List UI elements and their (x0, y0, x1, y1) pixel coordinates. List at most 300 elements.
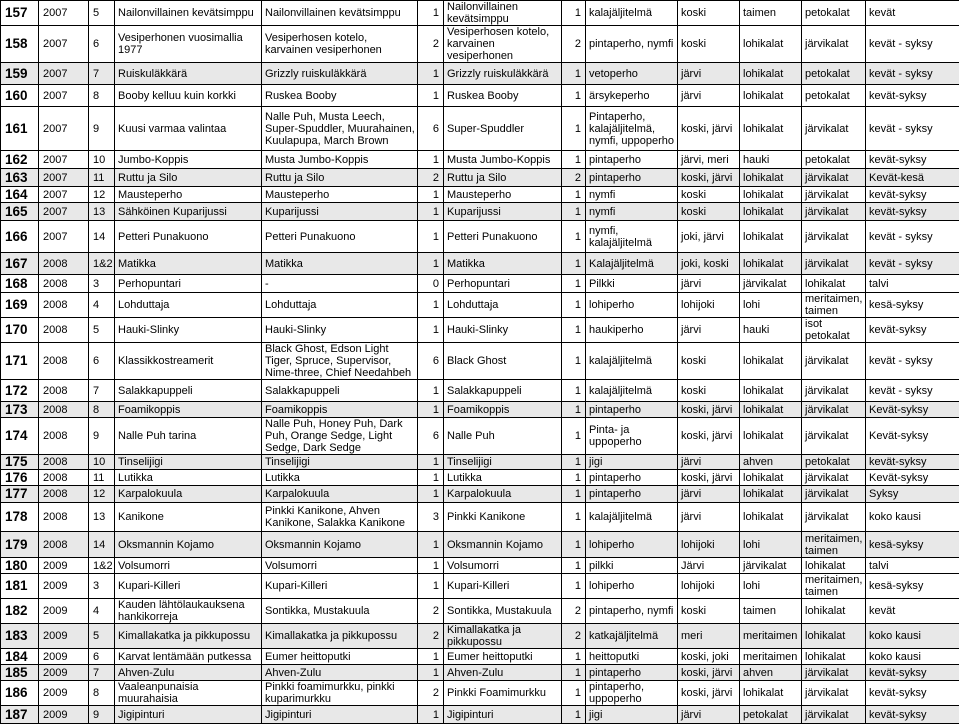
featured-fly-cell: Kimallakatka ja pikkupossu (444, 624, 562, 649)
fly-type-cell: pintaperho (586, 665, 678, 681)
episode-cell: 5 (89, 1, 115, 26)
other-fish-cell: järvikalat (802, 665, 866, 681)
fly-type-cell: Pintaperho, kalajäljitelmä, nymfi, uppoperho (586, 107, 678, 151)
water-cell: koski (678, 343, 740, 380)
flies-cell: Oksmannin Kojamo (262, 532, 418, 558)
flies-cell: Lutikka (262, 470, 418, 486)
table-row (1, 486, 959, 503)
row-number: 179 (1, 532, 39, 558)
featured-fly-cell: Perhopuntari (444, 275, 562, 293)
other-fish-cell: petokalat (802, 151, 866, 169)
season-cell: Kevät-kesä (866, 169, 959, 187)
featured-fly-cell: Ruttu ja Silo (444, 169, 562, 187)
fly-type-cell: pintaperho, uppoperho (586, 681, 678, 706)
featured-fly-cell: Super-Spuddler (444, 107, 562, 151)
featured-fly-cell: Mausteperho (444, 187, 562, 203)
target-fish-cell: ahven (740, 455, 802, 470)
year-cell: 2008 (39, 253, 89, 275)
target-fish-cell: lohikalat (740, 85, 802, 107)
fly-type-cell: lohiperho (586, 293, 678, 318)
flies-cell: Karpalokuula (262, 486, 418, 503)
water-cell: järvi (678, 486, 740, 503)
fly-count-cell: 6 (418, 418, 444, 455)
water-cell: koski (678, 26, 740, 63)
season-cell: talvi (866, 558, 959, 574)
featured-fly-cell: Sontikka, Mustakuula (444, 599, 562, 624)
article-title-cell: Sähköinen Kuparijussi (115, 203, 262, 221)
target-fish-cell: meritaimen (740, 649, 802, 665)
row-number: 171 (1, 343, 39, 380)
year-cell: 2009 (39, 706, 89, 724)
flies-cell: Grizzly ruiskuläkkärä (262, 63, 418, 85)
flies-cell: Nalle Puh, Musta Leech, Super-Spuddler, Muurahainen, Kuulapupa, March Brown (262, 107, 418, 151)
featured-count-cell: 1 (562, 275, 586, 293)
fly-count-cell: 0 (418, 275, 444, 293)
fly-type-cell: Pilkki (586, 275, 678, 293)
season-cell: kevät - syksy (866, 343, 959, 380)
fly-count-cell: 1 (418, 455, 444, 470)
row-number: 182 (1, 599, 39, 624)
episode-cell: 1&2 (89, 253, 115, 275)
article-title-cell: Karpalokuula (115, 486, 262, 503)
episode-cell: 7 (89, 380, 115, 402)
water-cell: koski, järvi (678, 402, 740, 418)
flies-cell: Vesiperhosen kotelo, karvainen vesiperhonen (262, 26, 418, 63)
target-fish-cell: lohi (740, 532, 802, 558)
article-title-cell: Vesiperhonen vuosimallia 1977 (115, 26, 262, 63)
season-cell: kesä-syksy (866, 574, 959, 599)
target-fish-cell: ahven (740, 665, 802, 681)
featured-count-cell: 1 (562, 203, 586, 221)
episode-cell: 8 (89, 681, 115, 706)
target-fish-cell: meritaimen (740, 624, 802, 649)
flies-cell: - (262, 275, 418, 293)
episode-cell: 3 (89, 275, 115, 293)
featured-fly-cell: Nalle Puh (444, 418, 562, 455)
season-cell: Syksy (866, 486, 959, 503)
season-cell: kevät - syksy (866, 380, 959, 402)
table-row (1, 532, 959, 558)
episode-cell: 12 (89, 187, 115, 203)
featured-count-cell: 1 (562, 318, 586, 343)
row-number: 187 (1, 706, 39, 724)
row-number: 167 (1, 253, 39, 275)
other-fish-cell: petokalat (802, 455, 866, 470)
year-cell: 2008 (39, 402, 89, 418)
season-cell: kevät-syksy (866, 706, 959, 724)
other-fish-cell: järvikalat (802, 706, 866, 724)
row-number: 178 (1, 503, 39, 532)
other-fish-cell: lohikalat (802, 649, 866, 665)
water-cell: koski, järvi (678, 470, 740, 486)
season-cell: kevät-syksy (866, 85, 959, 107)
year-cell: 2007 (39, 1, 89, 26)
fly-type-cell: pintaperho (586, 151, 678, 169)
table-row (1, 63, 959, 85)
featured-count-cell: 2 (562, 26, 586, 63)
water-cell: joki, järvi (678, 221, 740, 253)
water-cell: järvi (678, 275, 740, 293)
article-title-cell: Ahven-Zulu (115, 665, 262, 681)
water-cell: koski, järvi (678, 681, 740, 706)
water-cell: joki, koski (678, 253, 740, 275)
flies-cell: Foamikoppis (262, 402, 418, 418)
target-fish-cell: lohikalat (740, 486, 802, 503)
featured-fly-cell: Pinkki Foamimurkku (444, 681, 562, 706)
year-cell: 2007 (39, 63, 89, 85)
row-number: 164 (1, 187, 39, 203)
season-cell: Kevät-syksy (866, 418, 959, 455)
target-fish-cell: lohikalat (740, 418, 802, 455)
episode-cell: 12 (89, 486, 115, 503)
episode-cell: 14 (89, 532, 115, 558)
featured-fly-cell: Lohduttaja (444, 293, 562, 318)
other-fish-cell: järvikalat (802, 253, 866, 275)
water-cell: koski, järvi (678, 418, 740, 455)
featured-fly-cell: Salakkapuppeli (444, 380, 562, 402)
row-number: 174 (1, 418, 39, 455)
row-number: 160 (1, 85, 39, 107)
water-cell: koski, järvi (678, 665, 740, 681)
fly-type-cell: kalajäljitelmä (586, 503, 678, 532)
fly-count-cell: 1 (418, 203, 444, 221)
featured-count-cell: 2 (562, 624, 586, 649)
year-cell: 2008 (39, 532, 89, 558)
row-number: 173 (1, 402, 39, 418)
article-title-cell: Matikka (115, 253, 262, 275)
year-cell: 2009 (39, 681, 89, 706)
target-fish-cell: petokalat (740, 706, 802, 724)
table-row (1, 343, 959, 380)
episode-cell: 11 (89, 169, 115, 187)
table-row (1, 26, 959, 63)
featured-fly-cell: Musta Jumbo-Koppis (444, 151, 562, 169)
featured-fly-cell: Black Ghost (444, 343, 562, 380)
episode-cell: 5 (89, 318, 115, 343)
other-fish-cell: järvikalat (802, 681, 866, 706)
season-cell: kevät (866, 599, 959, 624)
target-fish-cell: lohikalat (740, 402, 802, 418)
article-title-cell: Booby kelluu kuin korkki (115, 85, 262, 107)
season-cell: kevät - syksy (866, 26, 959, 63)
featured-fly-cell: Ruskea Booby (444, 85, 562, 107)
featured-count-cell: 1 (562, 418, 586, 455)
water-cell: Järvi (678, 558, 740, 574)
water-cell: meri (678, 624, 740, 649)
year-cell: 2008 (39, 455, 89, 470)
article-title-cell: Nalle Puh tarina (115, 418, 262, 455)
episode-cell: 1&2 (89, 558, 115, 574)
fly-count-cell: 1 (418, 486, 444, 503)
fly-type-cell: vetoperho (586, 63, 678, 85)
row-number: 180 (1, 558, 39, 574)
featured-count-cell: 1 (562, 1, 586, 26)
row-number: 177 (1, 486, 39, 503)
featured-count-cell: 1 (562, 380, 586, 402)
target-fish-cell: lohi (740, 293, 802, 318)
water-cell: järvi (678, 706, 740, 724)
featured-fly-cell: Jigipinturi (444, 706, 562, 724)
fly-count-cell: 1 (418, 151, 444, 169)
year-cell: 2009 (39, 574, 89, 599)
table-row (1, 253, 959, 275)
year-cell: 2007 (39, 151, 89, 169)
season-cell: kevät-syksy (866, 151, 959, 169)
featured-count-cell: 1 (562, 63, 586, 85)
target-fish-cell: lohikalat (740, 221, 802, 253)
target-fish-cell: järvikalat (740, 558, 802, 574)
fly-type-cell: kalajäljitelmä (586, 343, 678, 380)
flies-cell: Matikka (262, 253, 418, 275)
season-cell: kevät - syksy (866, 221, 959, 253)
fly-count-cell: 1 (418, 221, 444, 253)
year-cell: 2007 (39, 107, 89, 151)
season-cell: kevät-syksy (866, 318, 959, 343)
year-cell: 2008 (39, 343, 89, 380)
article-title-cell: Petteri Punakuono (115, 221, 262, 253)
other-fish-cell: lohikalat (802, 599, 866, 624)
row-number: 157 (1, 1, 39, 26)
other-fish-cell: lohikalat (802, 624, 866, 649)
episode-cell: 6 (89, 26, 115, 63)
other-fish-cell: meritaimen, taimen (802, 293, 866, 318)
other-fish-cell: järvikalat (802, 343, 866, 380)
season-cell: koko kausi (866, 649, 959, 665)
season-cell: kevät-syksy (866, 681, 959, 706)
table-row (1, 275, 959, 293)
episode-cell: 8 (89, 402, 115, 418)
fly-count-cell: 2 (418, 624, 444, 649)
table-row (1, 558, 959, 574)
fly-type-cell: pintaperho, nymfi (586, 599, 678, 624)
season-cell: kesä-syksy (866, 293, 959, 318)
fly-count-cell: 1 (418, 318, 444, 343)
fly-count-cell: 1 (418, 665, 444, 681)
row-number: 185 (1, 665, 39, 681)
table-row (1, 203, 959, 221)
table-row (1, 169, 959, 187)
flies-cell: Lohduttaja (262, 293, 418, 318)
featured-count-cell: 2 (562, 169, 586, 187)
row-number: 170 (1, 318, 39, 343)
episode-cell: 3 (89, 574, 115, 599)
fly-type-cell: haukiperho (586, 318, 678, 343)
fly-count-cell: 1 (418, 293, 444, 318)
season-cell: kevät - syksy (866, 107, 959, 151)
table-row (1, 599, 959, 624)
row-number: 165 (1, 203, 39, 221)
water-cell: koski (678, 599, 740, 624)
featured-fly-cell: Nailonvillainen kevätsimppu (444, 1, 562, 26)
flies-cell: Kupari-Killeri (262, 574, 418, 599)
season-cell: kesä-syksy (866, 532, 959, 558)
row-number: 176 (1, 470, 39, 486)
row-number: 161 (1, 107, 39, 151)
article-title-cell: Lutikka (115, 470, 262, 486)
season-cell: kevät-syksy (866, 187, 959, 203)
target-fish-cell: lohikalat (740, 503, 802, 532)
featured-count-cell: 1 (562, 221, 586, 253)
target-fish-cell: lohi (740, 574, 802, 599)
row-number: 159 (1, 63, 39, 85)
water-cell: järvi (678, 85, 740, 107)
episode-cell: 10 (89, 455, 115, 470)
featured-count-cell: 1 (562, 503, 586, 532)
fly-count-cell: 1 (418, 558, 444, 574)
year-cell: 2009 (39, 624, 89, 649)
featured-fly-cell: Eumer heittoputki (444, 649, 562, 665)
flies-cell: Kuparijussi (262, 203, 418, 221)
featured-count-cell: 1 (562, 574, 586, 599)
article-title-cell: Ruiskuläkkärä (115, 63, 262, 85)
year-cell: 2009 (39, 649, 89, 665)
fly-type-cell: heittoputki (586, 649, 678, 665)
water-cell: koski, joki (678, 649, 740, 665)
table-row (1, 221, 959, 253)
table-row (1, 187, 959, 203)
article-title-cell: Kuusi varmaa valintaa (115, 107, 262, 151)
fly-type-cell: pilkki (586, 558, 678, 574)
fly-count-cell: 1 (418, 380, 444, 402)
table-row (1, 706, 959, 724)
featured-count-cell: 1 (562, 343, 586, 380)
fly-type-cell: lohiperho (586, 532, 678, 558)
article-title-cell: Kanikone (115, 503, 262, 532)
year-cell: 2007 (39, 203, 89, 221)
fly-type-cell: jigi (586, 706, 678, 724)
fly-type-cell: pintaperho, nymfi (586, 26, 678, 63)
featured-fly-cell: Oksmannin Kojamo (444, 532, 562, 558)
featured-fly-cell: Hauki-Slinky (444, 318, 562, 343)
water-cell: koski (678, 1, 740, 26)
target-fish-cell: taimen (740, 1, 802, 26)
other-fish-cell: lohikalat (802, 275, 866, 293)
table-row (1, 402, 959, 418)
target-fish-cell: hauki (740, 151, 802, 169)
featured-fly-cell: Lutikka (444, 470, 562, 486)
target-fish-cell: lohikalat (740, 187, 802, 203)
row-number: 175 (1, 455, 39, 470)
water-cell: lohijoki (678, 293, 740, 318)
row-number: 163 (1, 169, 39, 187)
episode-cell: 5 (89, 624, 115, 649)
featured-count-cell: 1 (562, 558, 586, 574)
target-fish-cell: lohikalat (740, 203, 802, 221)
featured-count-cell: 1 (562, 681, 586, 706)
article-title-cell: Volsumorri (115, 558, 262, 574)
featured-fly-cell: Ahven-Zulu (444, 665, 562, 681)
water-cell: järvi (678, 318, 740, 343)
flies-cell: Mausteperho (262, 187, 418, 203)
featured-count-cell: 1 (562, 402, 586, 418)
featured-fly-cell: Petteri Punakuono (444, 221, 562, 253)
flies-cell: Sontikka, Mustakuula (262, 599, 418, 624)
season-cell: koko kausi (866, 624, 959, 649)
year-cell: 2009 (39, 599, 89, 624)
flies-cell: Ruttu ja Silo (262, 169, 418, 187)
flies-cell: Nalle Puh, Honey Puh, Dark Puh, Orange Sedge, Light Sedge, Dark Sedge (262, 418, 418, 455)
episode-cell: 13 (89, 503, 115, 532)
fly-count-cell: 2 (418, 26, 444, 63)
flies-cell: Pinkki foamimurkku, pinkki kuparimurkku (262, 681, 418, 706)
fly-type-cell: ärsykeperho (586, 85, 678, 107)
season-cell: talvi (866, 275, 959, 293)
featured-count-cell: 1 (562, 486, 586, 503)
season-cell: kevät (866, 1, 959, 26)
featured-fly-cell: Kupari-Killeri (444, 574, 562, 599)
table-row (1, 503, 959, 532)
target-fish-cell: lohikalat (740, 26, 802, 63)
flies-cell: Ahven-Zulu (262, 665, 418, 681)
featured-count-cell: 1 (562, 187, 586, 203)
table-row (1, 681, 959, 706)
featured-count-cell: 1 (562, 455, 586, 470)
water-cell: koski (678, 380, 740, 402)
featured-fly-cell: Karpalokuula (444, 486, 562, 503)
year-cell: 2008 (39, 470, 89, 486)
water-cell: järvi (678, 503, 740, 532)
fly-type-cell: nymfi (586, 203, 678, 221)
episode-cell: 6 (89, 649, 115, 665)
fly-count-cell: 2 (418, 169, 444, 187)
year-cell: 2008 (39, 418, 89, 455)
fly-count-cell: 1 (418, 402, 444, 418)
target-fish-cell: lohikalat (740, 107, 802, 151)
year-cell: 2007 (39, 221, 89, 253)
article-title-cell: Oksmannin Kojamo (115, 532, 262, 558)
water-cell: koski (678, 203, 740, 221)
other-fish-cell: järvikalat (802, 503, 866, 532)
other-fish-cell: lohikalat (802, 558, 866, 574)
target-fish-cell: lohikalat (740, 470, 802, 486)
other-fish-cell: järvikalat (802, 470, 866, 486)
flies-cell: Pinkki Kanikone, Ahven Kanikone, Salakka Kanikone (262, 503, 418, 532)
featured-count-cell: 1 (562, 151, 586, 169)
episode-cell: 7 (89, 63, 115, 85)
featured-count-cell: 1 (562, 253, 586, 275)
episode-cell: 8 (89, 85, 115, 107)
table-row (1, 665, 959, 681)
target-fish-cell: lohikalat (740, 253, 802, 275)
target-fish-cell: lohikalat (740, 380, 802, 402)
flies-cell: Jigipinturi (262, 706, 418, 724)
target-fish-cell: lohikalat (740, 681, 802, 706)
table-row (1, 380, 959, 402)
table-row (1, 455, 959, 470)
featured-count-cell: 1 (562, 665, 586, 681)
table-row (1, 418, 959, 455)
table-row (1, 624, 959, 649)
fly-count-cell: 1 (418, 85, 444, 107)
fly-count-cell: 6 (418, 107, 444, 151)
year-cell: 2007 (39, 169, 89, 187)
fly-type-cell: lohiperho (586, 574, 678, 599)
fly-count-cell: 1 (418, 470, 444, 486)
featured-count-cell: 2 (562, 599, 586, 624)
water-cell: koski, järvi (678, 169, 740, 187)
other-fish-cell: järvikalat (802, 107, 866, 151)
table-body (1, 1, 959, 724)
row-number: 172 (1, 380, 39, 402)
fly-count-cell: 1 (418, 187, 444, 203)
table-row (1, 649, 959, 665)
year-cell: 2008 (39, 275, 89, 293)
other-fish-cell: petokalat (802, 85, 866, 107)
article-title-cell: Vaaleanpunaisia muurahaisia (115, 681, 262, 706)
other-fish-cell: meritaimen, taimen (802, 532, 866, 558)
flies-cell: Hauki-Slinky (262, 318, 418, 343)
fly-type-cell: pintaperho (586, 486, 678, 503)
